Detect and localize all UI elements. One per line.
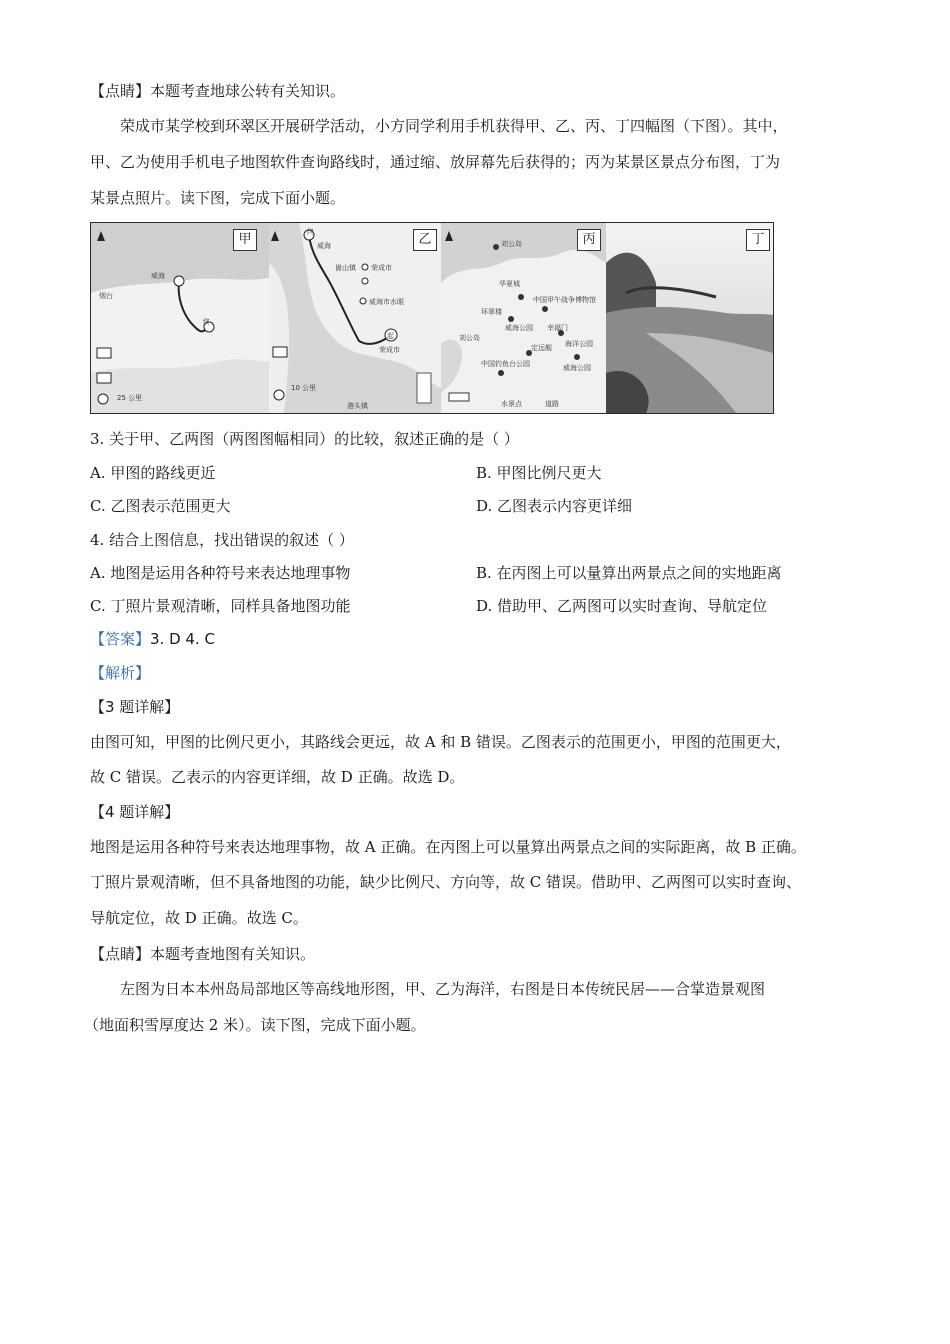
photo-ding-drawing [606,223,773,413]
bing-p1: 刘公岛 [501,240,522,248]
yi-start-label: 终 [307,228,314,236]
panel-jia [91,223,270,413]
bing-p10: 刘公岛 [459,334,480,342]
yi-place4-label: 荣成市 [379,346,400,354]
question-3-stem: 3. 关于甲、乙两图（两图图幅相同）的比较，叙述正确的是（ ） [90,430,519,448]
question-3-option-a: A. 甲图的路线更近 [90,464,216,482]
panel-yi-label: 乙 [413,229,437,251]
answer-line [90,628,215,650]
bing-p13: 道路 [545,400,559,408]
tail-note: 【点睛】本题考查地图有关知识。 [90,945,316,963]
question-4-option-c: C. 丁照片景观清晰，同样具备地图功能 [90,597,351,615]
bing-p5: 威海公园 [505,324,533,332]
q4-detail-line-1: 地图是运用各种符号来表达地理事物，故 A 正确。在丙图上可以量算出两景点之间的实际距离，故 B 正确。 [90,838,806,856]
yi-end-label: 起 [387,332,394,340]
yi-place5-label: 港头镇 [347,402,368,410]
yi-place2-label: 荣成市 [371,264,392,272]
question-3-option-c: C. 乙图表示范围更大 [90,497,231,515]
panel-jia-label: 甲 [233,229,257,251]
yi-place3-label: 威海市水眼 [369,298,404,306]
intro-paragraph-line-3: 某景点照片。读下图，完成下面小题。 [90,189,346,207]
intro-paragraph-line-2: 甲、乙为使用手机电子地图软件查询路线时，通过缩、放屏幕先后获得的；丙为某景区景点分布图，丁为 [90,153,781,171]
bing-p9: 定远舰 [531,344,552,352]
bing-p8: 中国钓鱼台公园 [481,360,530,368]
panel-ding-label: 丁 [746,229,770,251]
tail-paragraph-line-2: （地面积雪厚度达 2 米）。读下图，完成下面小题。 [84,1016,426,1034]
q4-detail-title: 【4 题详解】 [90,803,180,821]
map-jia-drawing [91,223,269,413]
intro-note: 【点睛】本题考查地球公转有关知识。 [90,82,346,100]
bing-p7: 海洋公园 [565,340,593,348]
bing-p6: 幸福门 [547,324,568,332]
yi-place1-label: 崮山镇 [335,264,356,272]
yi-weihai-label: 威海 [317,242,331,250]
bing-p11: 威海公园 [563,364,591,372]
question-4-option-b: B. 在丙图上可以量算出两景点之间的实地距离 [476,564,782,582]
panel-bing [441,223,607,413]
jia-weihai-label: 威海 [151,272,165,280]
question-3-option-d: D. 乙图表示内容更详细 [476,497,633,515]
panel-ding [606,223,773,413]
panel-bing-label: 丙 [577,229,601,251]
jia-yantai-label: 烟台 [99,292,113,300]
q3-detail-line-1: 由图可知，甲图的比例尺更小，其路线会更远，故 A 和 B 错误。乙图表示的范围更小，甲图的范围更大， [90,733,791,751]
tail-paragraph-line-1: 左图为日本本州岛局部地区等高线地形图，甲、乙为海洋，右图是日本传统民居——合掌造景观图 [120,980,766,998]
q3-detail-title: 【3 题详解】 [90,698,180,716]
panel-yi [269,223,442,413]
intro-paragraph-line-1: 荣成市某学校到环翠区开展研学活动，小方同学利用手机获得甲、乙、丙、丁四幅图（下图）。其中， [120,117,788,135]
analysis-label: 【解析】 [90,664,151,682]
answer-value: 3. D 4. C [150,630,215,648]
answer-label: 【答案】 [90,630,151,648]
jia-end-label: 终 [203,318,210,326]
question-4-option-a: A. 地图是运用各种符号来表达地理事物 [90,564,351,582]
bing-p3: 环翠楼 [481,308,502,316]
question-4-option-d: D. 借助甲、乙两图可以实时查询、导航定位 [476,597,768,615]
map-figure [90,222,774,414]
q3-detail-line-2: 故 C 错误。乙表示的内容更详细，故 D 正确。故选 D。 [90,768,465,786]
q4-detail-line-2: 丁照片景观清晰，但不具备地图的功能，缺少比例尺、方向等，故 C 错误。借助甲、乙两图可以实时查询、 [90,873,802,891]
bing-p2: 华夏城 [499,280,520,288]
yi-scale-label: 10 公里 [291,384,317,392]
question-4-stem: 4. 结合上图信息，找出错误的叙述（ ） [90,531,354,549]
bing-p12: 水景点 [501,400,522,408]
q4-detail-line-3: 导航定位，故 D 正确。故选 C。 [90,909,308,927]
map-bing-drawing [441,223,606,413]
bing-p4: 中国甲午战争博物馆 [533,296,596,304]
question-3-option-b: B. 甲图比例尺更大 [476,464,602,482]
jia-scale-label: 25 公里 [117,394,143,402]
